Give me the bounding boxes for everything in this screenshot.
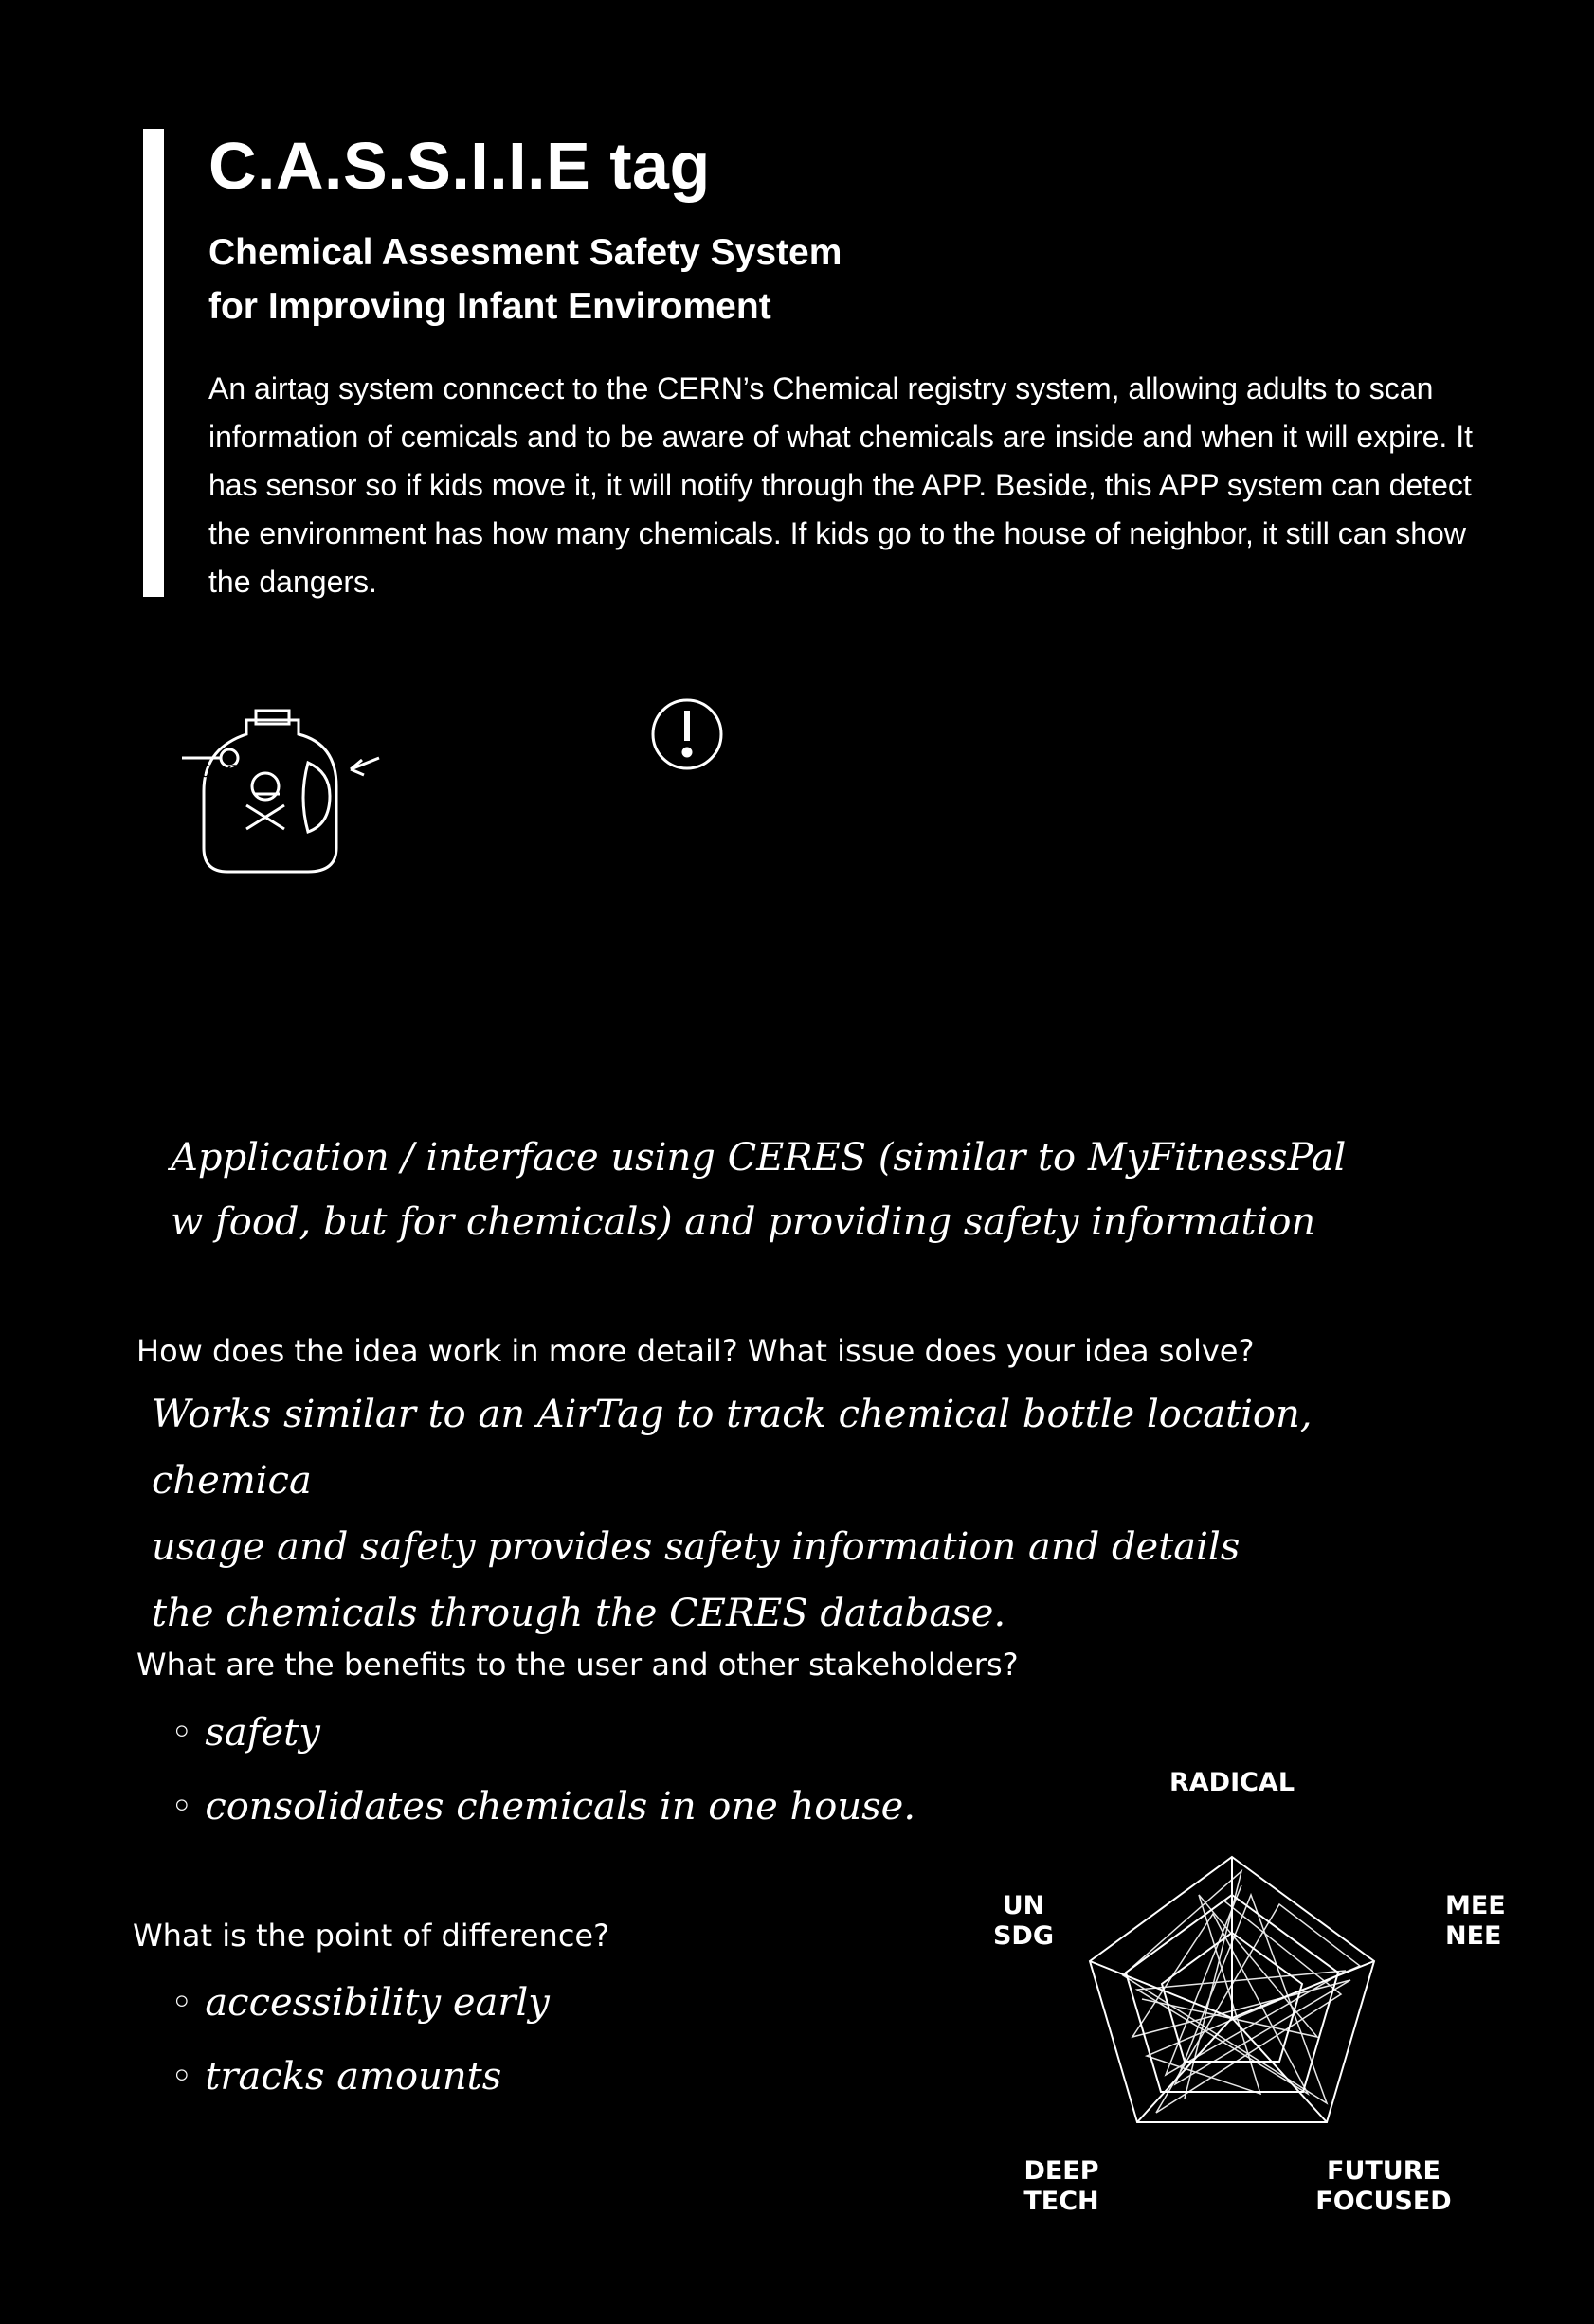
page-title: C.A.S.S.I.I.E tag: [208, 129, 711, 203]
description-paragraph: An airtag system conncect to the CERN’s Chemical registry system, allowing adults to scan information of cemicals and to be aware of what chemicals are inside and when it will expire. It has sensor so if kids move it, it will notify through the APP. Beside, this APP system can detect the environment has how many chemicals. If kids go to the house of neighbor, it still can show the dangers.: [208, 371, 1473, 599]
note-line: chemical takes place): [787, 1003, 1078, 1035]
subtitle-line-1: Chemical Assesment Safety System: [208, 232, 842, 273]
list-item: ◦ accessibility early: [171, 1966, 550, 2040]
answer-how-it-works: [152, 1381, 1450, 1647]
note-line: (allows for knowledge if an: [787, 918, 1151, 949]
application-line-2: w food, but for chemicals) and providing safety information: [171, 1200, 1316, 1244]
answer-line: usage and safety provides safety information and details: [152, 1525, 1241, 1569]
application-line-1: Application / interface using CERES (similar to MyFitnessPal: [171, 1136, 1347, 1180]
radar-scribble: [1123, 1871, 1360, 2113]
question-how-it-works: How does the idea work in more detail? What issue does your idea solve?: [136, 1333, 1255, 1369]
answer-line: Works similar to an AirTag to track chemical bottle location, chemica: [152, 1393, 1313, 1503]
bleach-bottle-drawing: [182, 711, 336, 872]
feature-item: detects movement: [389, 838, 636, 869]
radar-label-un-sdg-1: UN: [1002, 1891, 1045, 1920]
radar-label-future-2: FOCUSED: [1315, 2187, 1452, 2216]
note-line: on CERES application: [787, 776, 1084, 807]
difference-list: [171, 1966, 550, 2114]
application-note: [171, 1126, 1497, 1254]
feature-item: detects usage: [389, 951, 575, 982]
radar-chart: [929, 1753, 1535, 2283]
note-line: motion detection: if bottle: [758, 833, 1109, 864]
title-accent-bar: [143, 129, 164, 597]
benefits-list: [171, 1696, 915, 1844]
note-line: is used, how much is used.: [787, 875, 1147, 907]
radar-label-deep-tech-1: DEEP: [1023, 2156, 1099, 2186]
question-benefits: What are the benefits to the user and other stakeholders?: [136, 1647, 1019, 1683]
notes-title: C.A.S.S.I.I.E Tag: [777, 690, 967, 716]
radar-label-mee-nee-2: NEE: [1445, 1921, 1502, 1951]
radar-label-future-1: FUTURE: [1327, 2156, 1440, 2186]
feature-item: detects volume: [389, 894, 593, 926]
note-line: unauthorised use of the: [787, 961, 1106, 992]
list-item: ◦ consolidates chemicals in one house.: [171, 1770, 915, 1844]
warning-icon: [653, 700, 721, 768]
radar-label-un-sdg-2: SDG: [992, 1921, 1055, 1951]
radar-grid: [1090, 1857, 1374, 2122]
list-item: ◦ safety: [171, 1696, 915, 1770]
tag-label: cassie tag.: [123, 756, 245, 783]
question-difference: What is the point of difference?: [133, 1918, 610, 1954]
note-line: allocation + scan storage: [758, 733, 1100, 765]
bottle-label: bleach bottle: [384, 714, 560, 746]
subtitle-line-2: for Improving Infant Enviroment: [208, 286, 771, 327]
radar-label-deep-tech-2: TECH: [1023, 2187, 1099, 2216]
radar-label-mee-nee-1: MEE: [1445, 1891, 1506, 1920]
bleach-arrow: [351, 758, 379, 775]
radar-label-radical: RADICAL: [1168, 1768, 1295, 1797]
feature-item: provides info on exposure: [389, 1008, 737, 1039]
answer-line: the chemicals through the CERES database.: [152, 1592, 1006, 1635]
list-item: ◦ tracks amounts: [171, 2040, 550, 2114]
page-subtitle: [208, 225, 1156, 333]
sketch-area: [114, 682, 1289, 1099]
